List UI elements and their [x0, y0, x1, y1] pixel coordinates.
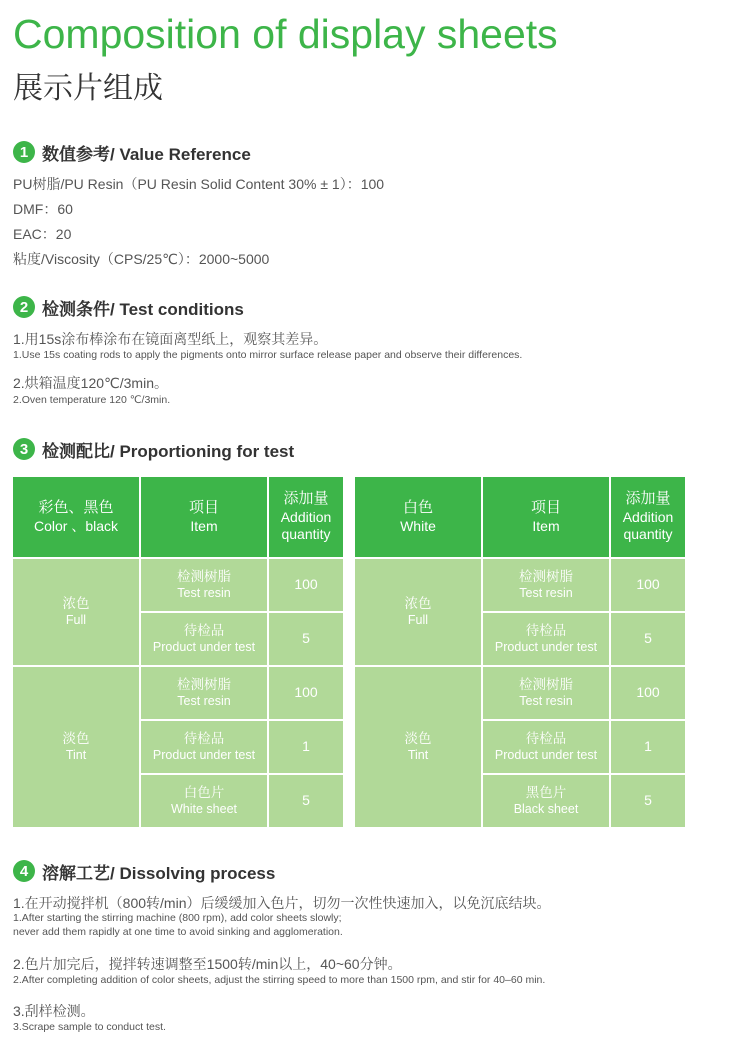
process-2-en: 2.After completing addition of color sheets, adjust the stirring speed to more than 1500 rpm, and stir for 40–60 min. [13, 974, 546, 986]
section-2-heading [13, 295, 244, 319]
section-number-badge: 4 [13, 860, 35, 882]
proportion-table-color-black [13, 477, 343, 827]
header-white: 白色 White [355, 477, 481, 557]
header-color-black: 彩色、黑色 Color 、black [13, 477, 139, 557]
table-row-value: 1 [611, 721, 685, 773]
section-title: 溶解工艺/ Dissolving process [42, 863, 276, 883]
table-row-value: 5 [611, 775, 685, 827]
section-1-heading [13, 140, 251, 164]
table-row-value: 5 [611, 613, 685, 665]
table-row-item: 黑色片 Black sheet [483, 775, 609, 827]
proportion-table-white [355, 477, 685, 827]
group-tint: 淡色 Tint [355, 667, 481, 827]
group-tint: 淡色 Tint [13, 667, 139, 827]
section-title: 检测条件/ Test conditions [42, 299, 244, 319]
header-item: 项目 Item [141, 477, 267, 557]
header-item: 项目 Item [483, 477, 609, 557]
section-3-heading [13, 437, 294, 461]
section-number-badge: 1 [13, 141, 35, 163]
value-viscosity: 粘度/Viscosity（CPS/25℃）：2000~5000 [13, 251, 270, 267]
table-row-item: 待检品 Product under test [483, 613, 609, 665]
process-3-cn: 3.刮样检测。 [13, 1003, 95, 1019]
condition-2-en: 2.Oven temperature 120 ℃/3min. [13, 394, 171, 406]
table-row-value: 100 [611, 559, 685, 611]
process-3-en: 3.Scrape sample to conduct test. [13, 1021, 166, 1033]
page-title-chinese: 展示片组成 [13, 72, 163, 105]
table-row-item: 检测树脂 Test resin [483, 559, 609, 611]
value-eac: EAC：20 [13, 226, 72, 242]
table-row-item: 白色片 White sheet [141, 775, 267, 827]
table-row-value: 5 [269, 775, 343, 827]
table-row-value: 100 [269, 559, 343, 611]
section-number-badge: 2 [13, 296, 35, 318]
group-full: 浓色 Full [13, 559, 139, 665]
process-1-en-line2: never add them rapidly at one time to avoid sinking and agglomeration. [13, 926, 343, 938]
table-row-item: 检测树脂 Test resin [141, 667, 267, 719]
value-dmf: DMF：60 [13, 201, 73, 217]
table-row-item: 待检品 Product under test [141, 613, 267, 665]
process-1-en-line1: 1.After starting the stirring machine (800 rpm), add color sheets slowly; [13, 912, 342, 924]
table-row-item: 检测树脂 Test resin [483, 667, 609, 719]
process-1-cn: 1.在开动搅拌机（800转/min）后缓缓加入色片，切勿一次性快速加入，以免沉底结块。 [13, 895, 551, 911]
table-row-value: 100 [611, 667, 685, 719]
condition-2-cn: 2.烘箱温度120℃/3min。 [13, 375, 168, 391]
header-addition-quantity: 添加量 Addition quantity [269, 477, 343, 557]
section-title: 数值参考/ Value Reference [42, 144, 251, 164]
header-addition-quantity: 添加量 Addition quantity [611, 477, 685, 557]
group-full: 浓色 Full [355, 559, 481, 665]
value-pu-resin: PU树脂/PU Resin（PU Resin Solid Content 30% ± 1）：100 [13, 176, 385, 192]
page-title: Composition of display sheets [13, 11, 558, 57]
table-row-item: 待检品 Product under test [141, 721, 267, 773]
table-row-value: 5 [269, 613, 343, 665]
table-row-value: 100 [269, 667, 343, 719]
section-number-badge: 3 [13, 438, 35, 460]
table-row-item: 检测树脂 Test resin [141, 559, 267, 611]
section-title: 检测配比/ Proportioning for test [42, 441, 295, 461]
section-4-heading [13, 859, 275, 883]
condition-1-cn: 1.用15s涂布棒涂布在镜面离型纸上，观察其差异。 [13, 331, 328, 347]
table-row-item: 待检品 Product under test [483, 721, 609, 773]
condition-1-en: 1.Use 15s coating rods to apply the pigments onto mirror surface release paper and observe their differences. [13, 349, 523, 361]
process-2-cn: 2.色片加完后，搅拌转速调整至1500转/min以上，40~60分钟。 [13, 956, 402, 972]
table-row-value: 1 [269, 721, 343, 773]
